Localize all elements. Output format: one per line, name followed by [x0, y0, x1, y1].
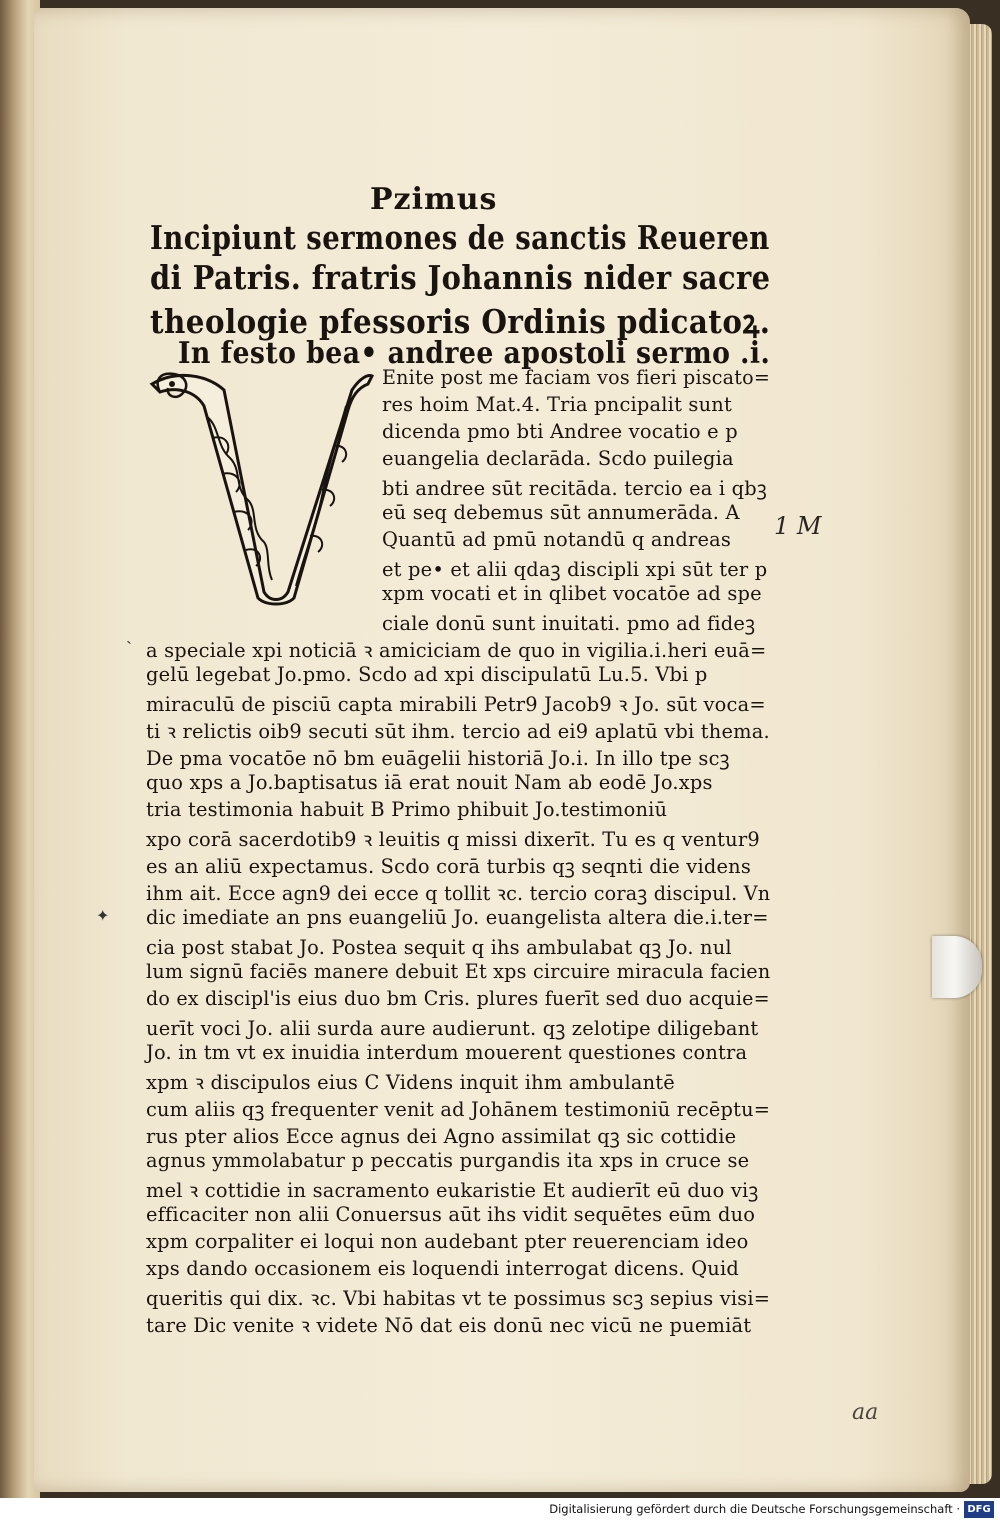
body-line: Enite post me faciam vos fieri piscato= — [382, 366, 771, 389]
body-line: efficaciter non alii Conuersus aūt ihs vidit sequētes eūm duo — [146, 1203, 756, 1226]
body-line: cia post stabat Jo. Postea sequit q ihs ambulabat qꝫ Jo. nul — [146, 936, 732, 959]
body-line: es an aliū expectamus. Scdo corā turbis qꝫ seqnti die videns — [146, 855, 751, 878]
body-line: xpm ꝛ discipulos eius C Videns inquit ihm ambulantē — [146, 1071, 675, 1094]
margin-tick-mark: ˎ — [126, 624, 132, 645]
body-line: lum signū faciēs manere debuit Et xps circuire miracula facien — [146, 960, 771, 983]
footer-bar — [0, 1498, 1000, 1522]
body-line: tare Dic venite ꝛ videte Nō dat eis donū nec vicū ne puemiāt — [146, 1314, 752, 1337]
body-line: et pe• et alii qdaꝫ discipli xpi sūt ter p — [382, 558, 768, 581]
body-line: a speciale xpi noticiā ꝛ amiciciam de quo in vigilia.i.heri euā= — [146, 639, 767, 662]
title-line-1: Incipiunt sermones de sanctis Reueren — [150, 218, 770, 257]
body-line: gelū legebat Jo.pmo. Scdo ad xpi discipulatū Lu.5. Vbi p — [146, 663, 708, 686]
body-line: xpm vocati et in qlibet vocatōe ad spe — [382, 582, 762, 605]
body-line: ti ꝛ relictis oib9 secuti sūt ihm. tercio ad ei9 aplatū vbi thema. — [146, 720, 770, 743]
body-line: De pma vocatōe nō bm euāgelii historiā Jo.i. In illo tpe scꝫ — [146, 747, 730, 770]
body-line: uerīt voci Jo. alii surda aure audierunt. qꝫ zelotipe diligebant — [146, 1017, 759, 1040]
body-line: Jo. in tm vt ex inuidia interdum mouerent questiones contra — [146, 1041, 748, 1064]
body-line: xpo corā sacerdotib9 ꝛ leuitis q missi dixerīt. Tu es q ventur9 — [146, 828, 760, 851]
page-heading: Pzimus — [370, 182, 498, 217]
handwritten-foliation: 1 M — [774, 512, 822, 540]
body-line: Quantū ad pmū notandū q andreas — [382, 528, 732, 551]
body-line: cum aliis qꝫ frequenter venit ad Johānem testimoniū recēptu= — [146, 1098, 771, 1121]
body-line: eū seq debemus sūt annumerāda. A — [382, 501, 740, 524]
margin-dot-mark: ✦ — [96, 906, 110, 925]
body-line: bti andree sūt recitāda. tercio ea i qbꝫ — [382, 477, 768, 500]
title-line-2: di Patris. fratris Johannis nider sacre — [150, 258, 771, 297]
title-line-4: In festo bea• andree apostoli sermo .i. — [178, 336, 771, 371]
dfg-logo[interactable]: DFG — [964, 1501, 994, 1518]
funding-credit: Digitalisierung gefördert durch die Deutsche Forschungsgemeinschaft · — [549, 1502, 960, 1516]
body-line: euangelia declarāda. Scdo puilegia — [382, 447, 734, 470]
body-line: do ex discipl'is eius duo bm Cris. plures fuerīt sed duo acquie= — [146, 987, 770, 1010]
body-line: agnus ymmolabatur p peccatis purgandis ita xps in cruce se — [146, 1149, 750, 1172]
signature-mark: aa — [852, 1400, 879, 1425]
body-line: ciale donū sunt inuitati. pmo ad fideꝫ — [382, 612, 756, 635]
body-line: rus pter alios Ecce agnus dei Agno assimilat qꝫ sic cottidie — [146, 1125, 737, 1148]
body-line: res hoim Mat.4. Tria pncipalit sunt — [382, 393, 732, 416]
decorated-initial-v — [146, 366, 374, 606]
title-line-3: theologie pfessoris Ordinis pdicatoꝝ. — [150, 302, 771, 341]
body-line: xpm corpaliter ei loqui non audebant pter reuerenciam ideo — [146, 1230, 749, 1253]
body-line: queritis qui dix. ꝛc. Vbi habitas vt te possimus scꝫ sepius visi= — [146, 1287, 771, 1310]
body-line: dic imediate an pns euangeliū Jo. euangelista altera die.i.ter= — [146, 906, 769, 929]
body-line: ihm ait. Ecce agn9 dei ecce q tollit ꝛc. tercio coraꝫ discipul. Vn — [146, 882, 771, 905]
body-line: dicenda pmo bti Andree vocatio e p — [382, 420, 738, 443]
body-line: xps dando occasionem eis loquendi interrogat dicens. Quid — [146, 1257, 739, 1280]
body-line: miraculū de pisciū capta mirabili Petr9 Jacob9 ꝛ Jo. sūt voca= — [146, 693, 766, 716]
body-line: mel ꝛ cottidie in sacramento eukaristie Et audierīt eū duo viꝫ — [146, 1179, 759, 1202]
body-line: quo xps a Jo.baptisatus iā erat nouit Nam ab eodē Jo.xps — [146, 771, 713, 794]
page-clip — [932, 936, 982, 998]
body-line: tria testimonia habuit B Primo phibuit Jo.testimoniū — [146, 798, 668, 821]
